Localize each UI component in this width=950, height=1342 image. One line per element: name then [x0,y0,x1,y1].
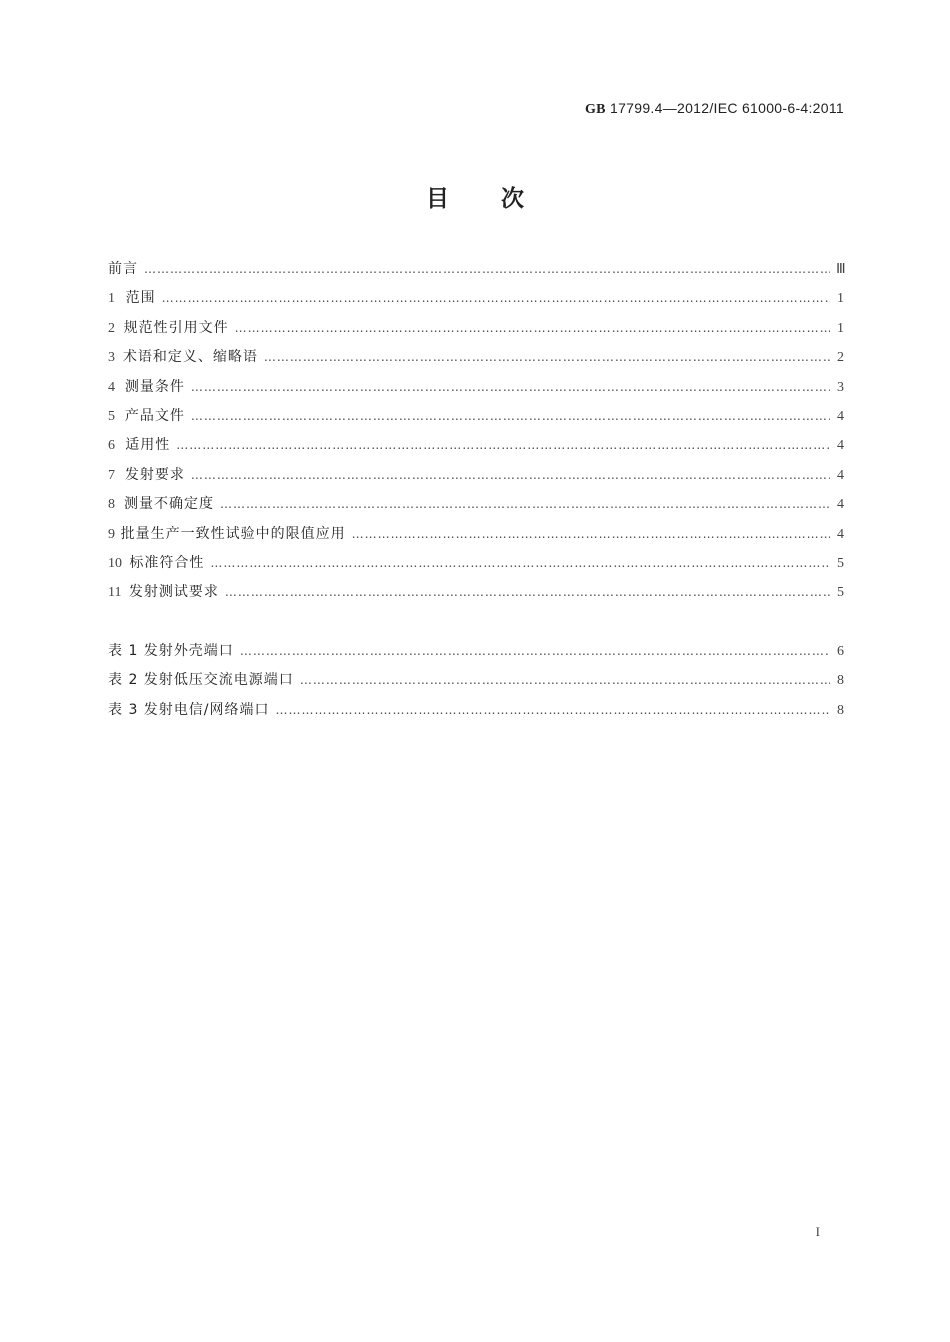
toc-entry-2[interactable] [108,317,844,346]
toc-entry-foreword[interactable] [108,258,844,287]
toc-entry-4[interactable] [108,376,844,405]
toc-entry-6[interactable] [108,434,844,463]
toc-entry-label: 规范性引用文件 [123,319,229,336]
toc-leader-dots [276,703,830,717]
toc-leader-dots [225,585,830,599]
toc-leader-dots [191,409,830,423]
toc-entry-number: 2 [108,320,115,336]
toc-table-prefix: 表 2 发射 [108,672,174,689]
toc-entry-8[interactable] [108,493,844,522]
toc-entry-page: 2 [837,350,844,366]
toc-entry-1[interactable] [108,287,844,316]
toc-leader-dots [210,556,830,570]
toc-entry-number: 5 [108,408,115,424]
standard-code: GB [584,102,606,117]
toc-entry-number: 4 [108,379,115,395]
toc-entry-3[interactable] [108,346,844,375]
toc-entry-page: 4 [837,526,844,542]
toc-entry-page: 4 [837,408,844,424]
toc-entry-number: 1 [108,291,115,307]
toc-entry-label: 产品文件 [124,407,185,424]
toc-entry-number: 6 [108,438,115,454]
toc-leader-dots [300,673,830,687]
toc-table-entry-3[interactable] [108,699,844,728]
toc-entry-number: 9 [108,526,115,542]
toc-entry-page: 1 [837,320,844,336]
toc-leader-dots [264,350,830,364]
toc-leader-dots [144,262,830,276]
toc-entry-11[interactable] [108,581,844,610]
toc-entry-page: Ⅲ [836,262,846,277]
toc-table-label: 低压交流电源端口 [173,672,294,689]
toc-entry-label: 发射测试要求 [128,584,219,601]
toc-leader-dots [240,644,830,658]
toc-entry-page: 3 [837,379,844,395]
toc-entry-9[interactable] [108,523,844,552]
toc-entry-label: 前言 [108,261,138,277]
toc-entry-number: 10 [108,555,122,571]
toc-entry-number: 7 [108,467,115,483]
page-title [0,180,950,213]
toc-entry-7[interactable] [108,464,844,493]
toc-entry-page: 5 [837,555,844,571]
toc-table-prefix: 表 3 发射 [108,701,174,718]
toc-entry-label: 测量不确定度 [124,496,215,513]
toc-entry-number: 11 [108,585,122,601]
toc-leader-dots [176,438,830,452]
toc-entry-label: 发射要求 [124,466,185,483]
toc-table-label: 外壳端口 [173,643,234,659]
toc-table-label: 电信/网络端口 [173,701,270,718]
toc-leader-dots [191,380,830,394]
toc-table-entry-2[interactable] [108,669,844,698]
toc-entry-number: 8 [108,497,115,513]
standard-number-text: 17799.4—2012/IEC 61000-6-4:2011 [610,100,844,116]
toc-leader-dots [220,497,830,511]
toc-entry-page: 4 [837,497,844,513]
toc-entry-label: 测量条件 [124,378,185,395]
toc-table-page: 8 [837,673,844,689]
toc-table-list [108,640,844,728]
toc-leader-dots [352,527,830,541]
toc-table-entry-1[interactable] [108,640,844,669]
toc-entry-label: 适用性 [125,437,171,454]
toc-entry-label: 批量生产一致性试验中的限值应用 [120,525,346,542]
page-number: I [815,1224,820,1239]
toc-table-page: 8 [837,702,844,718]
standard-number [585,100,844,118]
toc-table-prefix: 表 1 发射 [108,643,174,659]
toc-table-page: 6 [837,644,844,659]
toc-entry-label: 标准符合性 [129,554,205,571]
toc-entry-10[interactable] [108,552,844,581]
title-char-1: 目 [426,186,449,212]
toc-entry-page: 5 [837,585,844,601]
toc-leader-dots [191,468,830,482]
toc-leader-dots [162,291,830,305]
toc-entry-label: 范围 [125,290,156,307]
toc-clause-list [108,258,844,611]
title-char-2: 次 [501,186,524,212]
toc-leader-dots [235,321,830,335]
toc-entry-number: 3 [108,350,115,366]
toc-entry-page: 4 [837,467,844,483]
toc-entry-page: 1 [837,291,844,307]
toc-entry-page: 4 [837,438,844,454]
toc-entry-5[interactable] [108,405,844,434]
toc-entry-label: 术语和定义、缩略语 [122,349,258,366]
